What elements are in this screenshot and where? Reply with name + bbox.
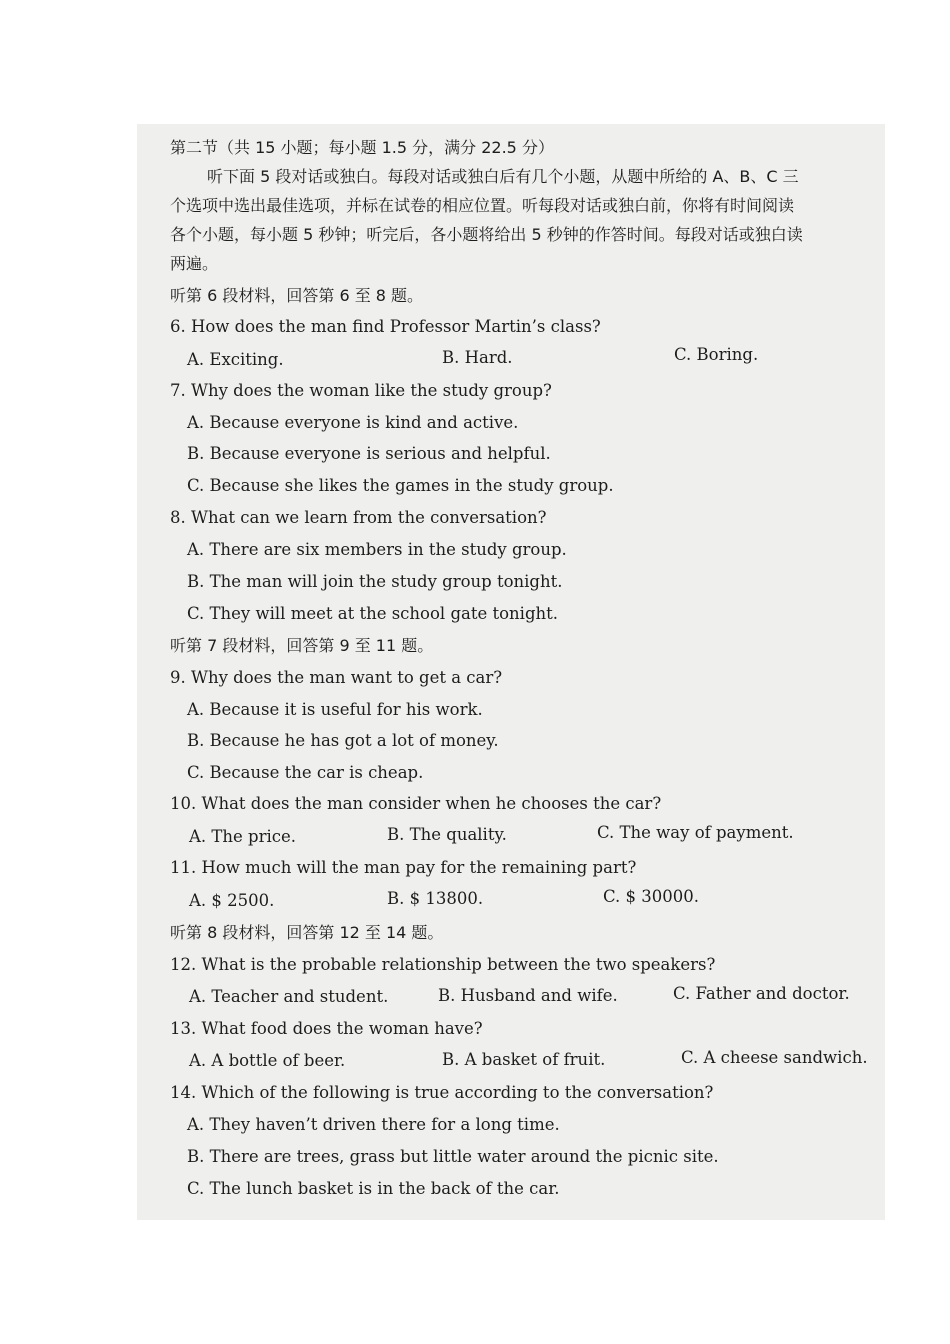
option-a[interactable]: A. Teacher and student. (189, 987, 389, 1006)
option-b[interactable]: B. Hard. (442, 348, 513, 367)
option-c[interactable]: C. Father and doctor. (673, 984, 850, 1003)
option-a[interactable]: A. Exciting. (187, 350, 284, 369)
question-stem: 12. What is the probable relationship between the two speakers? (170, 955, 716, 974)
option-a[interactable]: A. There are six members in the study group. (187, 540, 567, 559)
instructions-line: 听下面 5 段对话或独白。每段对话或独白后有几个小题，从题中所给的 A、B、C 三 (207, 167, 799, 186)
option-c[interactable]: C. The lunch basket is in the back of the car. (187, 1179, 560, 1198)
question-stem: 7. Why does the woman like the study group? (170, 381, 552, 400)
scanned-page (137, 124, 885, 1220)
option-a[interactable]: A. Because it is useful for his work. (187, 700, 483, 719)
option-b[interactable]: B. The quality. (387, 825, 507, 844)
option-b[interactable]: B. $ 13800. (387, 889, 484, 908)
question-stem: 14. Which of the following is true according to the conversation? (170, 1083, 714, 1102)
option-b[interactable]: B. There are trees, grass but little water around the picnic site. (187, 1147, 719, 1166)
option-a[interactable]: A. $ 2500. (189, 891, 275, 910)
question-stem: 10. What does the man consider when he chooses the car? (170, 794, 662, 813)
question-stem: 6. How does the man find Professor Martin’s class? (170, 317, 601, 336)
option-c[interactable]: C. $ 30000. (603, 887, 700, 906)
group-header: 听第 7 段材料，回答第 9 至 11 题。 (170, 636, 434, 655)
option-a[interactable]: A. They haven’t driven there for a long time. (187, 1115, 560, 1134)
instructions-line: 两遍。 (170, 254, 219, 273)
option-c[interactable]: C. They will meet at the school gate tonight. (187, 604, 559, 623)
option-b[interactable]: B. The man will join the study group tonight. (187, 572, 563, 591)
option-b[interactable]: B. Husband and wife. (438, 986, 618, 1005)
option-c[interactable]: C. Because she likes the games in the study group. (187, 476, 614, 495)
group-header: 听第 8 段材料，回答第 12 至 14 题。 (170, 923, 444, 942)
instructions-line: 各个小题，每小题 5 秒钟；听完后，各小题将给出 5 秒钟的作答时间。每段对话或独白读 (170, 225, 803, 244)
section-header: 第二节（共 15 小题；每小题 1.5 分，满分 22.5 分） (170, 138, 554, 157)
instructions-line: 个选项中选出最佳选项，并标在试卷的相应位置。听每段对话或独白前，你将有时间阅读 (170, 196, 795, 215)
group-header: 听第 6 段材料，回答第 6 至 8 题。 (170, 286, 424, 305)
option-b[interactable]: B. Because he has got a lot of money. (187, 731, 499, 750)
option-b[interactable]: B. Because everyone is serious and helpful. (187, 444, 551, 463)
question-stem: 9. Why does the man want to get a car? (170, 668, 503, 687)
option-c[interactable]: C. Boring. (674, 345, 759, 364)
question-stem: 8. What can we learn from the conversation? (170, 508, 547, 527)
option-c[interactable]: C. Because the car is cheap. (187, 763, 424, 782)
option-a[interactable]: A. The price. (189, 827, 297, 846)
question-stem: 13. What food does the woman have? (170, 1019, 483, 1038)
option-b[interactable]: B. A basket of fruit. (442, 1050, 606, 1069)
option-a[interactable]: A. A bottle of beer. (189, 1051, 346, 1070)
option-c[interactable]: C. A cheese sandwich. (681, 1048, 868, 1067)
option-c[interactable]: C. The way of payment. (597, 823, 794, 842)
option-a[interactable]: A. Because everyone is kind and active. (187, 413, 519, 432)
question-stem: 11. How much will the man pay for the remaining part? (170, 858, 637, 877)
